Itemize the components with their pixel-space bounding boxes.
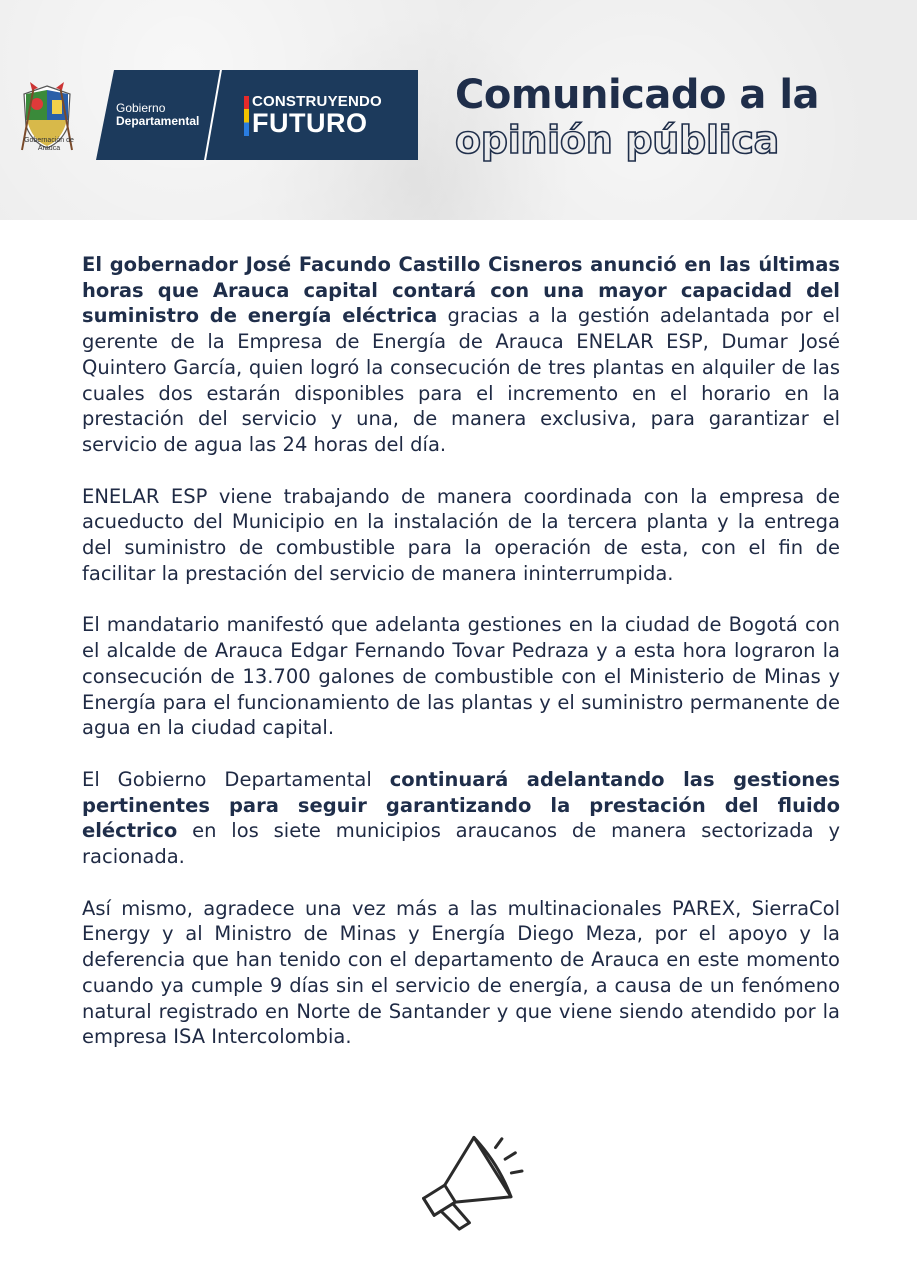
paragraph-1-rest: gracias a la gestión adelantada por el gerente de la Empresa de Energía de Arauca ENELAR ESP, Dumar José Quintero García, quien logró la consecución de tres plantas en alquiler de las cuales dos estarán disponibles para el incremento en el horario en la prestación del servicio y una, de manera exclusiva, para garantizar el servicio de agua las 24 horas del día. xyxy=(82,304,840,456)
paragraph-1-bold: El gobernador José Facundo Castillo Cisneros anunció en las últimas horas que Arauca capital contará con una mayor capacidad del suministro de energía eléctrica xyxy=(82,253,840,328)
gov-line-1: Gobierno xyxy=(116,101,166,115)
paragraph-3: El mandatario manifestó que adelanta gestiones en la ciudad de Bogotá con el alcalde de Arauca Edgar Fernando Tovar Pedraza y a esta hora lograron la consecución de 13.700 galones de combustible con el Ministerio de Minas y Energía para el funcionamiento de las plantas y el suministro permanente de agua en la ciudad capital. xyxy=(82,613,840,740)
campaign-line-1: CONSTRUYENDO xyxy=(252,93,382,110)
header-banner xyxy=(0,0,917,220)
paragraph-5: Así mismo, agradece una vez más a las multinacionales PAREX, SierraCol Energy y al Ministro de Minas y Energía Diego Meza, por el apoyo y la deferencia que han tenido con el departamento de Arauca en este momento cuando ya cumple 9 días sin el servicio de energía, a causa de un fenómeno natural registrado en Norte de Santander y que viene siendo atendido por la empresa ISA Intercolombia. xyxy=(82,896,840,1049)
title-line-2: opinión pública xyxy=(455,118,779,162)
government-logo-text xyxy=(116,102,199,128)
campaign-color-stripe xyxy=(244,96,249,136)
paragraph-4-rest: en los siete municipios araucanos de manera sectorizada y racionada. xyxy=(82,819,840,869)
paragraph-1 xyxy=(82,252,840,458)
megaphone-icon xyxy=(402,1118,532,1248)
paragraph-4 xyxy=(82,767,840,870)
paragraph-4-lead: El Gobierno Departamental xyxy=(82,767,390,791)
statement-body xyxy=(82,252,840,1050)
campaign-logo xyxy=(252,94,382,137)
crest-caption: Gobernación de Arauca xyxy=(24,137,74,152)
paragraph-4-bold: continuará adelantando las gestiones pertinentes para seguir garantizando la prestación del fluido eléctrico xyxy=(82,767,840,843)
paragraph-2: ENELAR ESP viene trabajando de manera coordinada con la empresa de acueducto del Municipio en la instalación de la tercera planta y la entrega del suministro de combustible para la operación de esta, con el fin de facilitar la prestación del servicio de manera ininterrumpida. xyxy=(82,484,840,585)
title-line-1: Comunicado a la xyxy=(455,72,820,118)
campaign-line-2: FUTURO xyxy=(252,108,368,138)
gov-line-2: Departamental xyxy=(116,114,200,128)
page-title xyxy=(455,72,895,162)
